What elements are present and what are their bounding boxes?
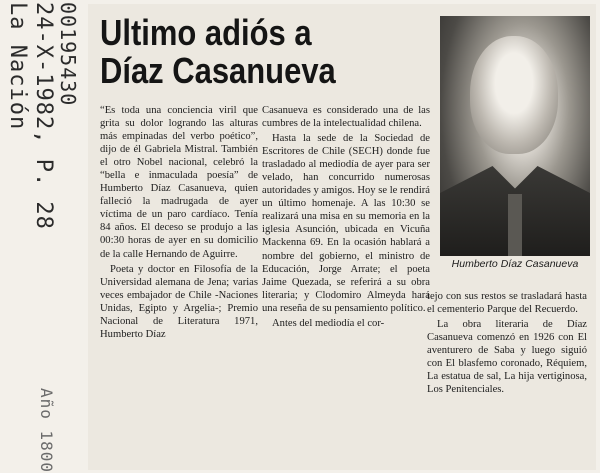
article-headline: Ultimo adiós a Díaz Casanueva xyxy=(100,12,336,91)
paragraph: Casanueva es considerado una de las cumbres de la intelectualidad chilena. xyxy=(262,105,430,130)
article-column-2 xyxy=(262,104,430,332)
paragraph: “Es toda una conciencia viril que grita su dolor logrando las alturas más empinadas del verbo poético”, dijo de él Gabriela Mistral. También el otro Nobel nacional, celebró la “bella e inmaculada poesía” de Humberto Díaz Casanueva, quien falleció la madrugada de ayer víctima de un paro cardíaco. Tenía 84 años. El deceso se produjo a las 00:30 horas de ayer en su domicilio de la calle Hernando de Aguirre. xyxy=(100,105,258,260)
paragraph: Poeta y doctor en Filosofía de la Universidad alemana de Jena; varias veces embajador de Chile -Naciones Unidas, Egipto y Argelia-; Premio Nacional de Literatura 1971, Humberto Díaz xyxy=(100,263,258,340)
article-column-3 xyxy=(427,290,587,398)
paragraph: Hasta la sede de la Sociedad de Escritores de Chile (SECH) donde fue trasladado al mediodía de ayer para ser velado, han concurrido numerosas autoridades y amigos. Hoy se le rendirá un último homenaje. A las 10:30 se realizará una misa en su memoria en la iglesia Asunción, ubicada en Vicuña Mackenna 69. En la ocasión hablará a nombre del gobierno, el ministro de Educación, Jorge Arrate; el poeta Jaime Quezada, se referirá a su obra literaria; y Clodomiro Almeyda hará una reseña de su pensamiento político. xyxy=(262,133,430,314)
paragraph: La obra literaria de Díaz Casanueva comenzó en 1926 con El aventurero de Saba y luego siguió con El blasfemo coronado, Réquiem, La estatua de sal, La hija vertiginosa, Los Penitenciales. xyxy=(427,319,587,396)
article-column-1 xyxy=(100,104,258,343)
handwritten-date: 24-X-1982, P. 28 xyxy=(31,2,56,230)
paragraph: tejo con sus restos se trasladará hasta el cementerio Parque del Recuerdo. xyxy=(427,291,587,316)
photo-caption: Humberto Díaz Casanueva xyxy=(451,258,579,270)
portrait-tie xyxy=(508,194,522,256)
handwritten-code: 00195430 xyxy=(56,2,80,107)
handwritten-source: La Nación xyxy=(5,2,30,131)
portrait-face xyxy=(470,36,558,154)
handwritten-archive-note: Año 1800 xyxy=(37,388,56,473)
portrait-photo xyxy=(440,16,590,256)
paragraph: Antes del mediodía el cor- xyxy=(272,317,385,329)
